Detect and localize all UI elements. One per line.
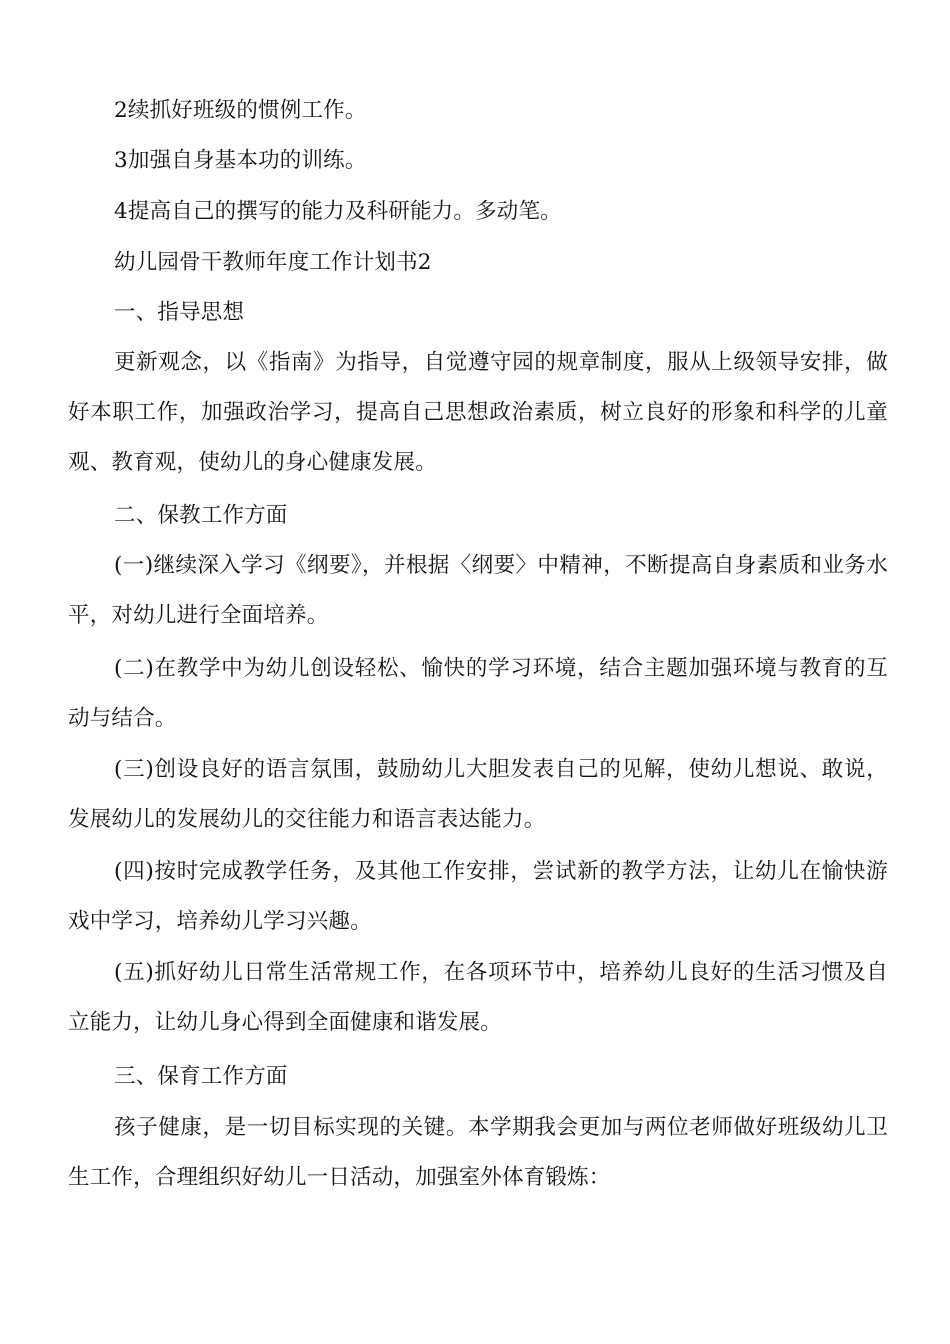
document-title: 幼儿园骨干教师年度工作计划书2 — [114, 250, 432, 275]
paragraph-guiding-thought: 更新观念，以《指南》为指导，自觉遵守园的规章制度，服从上级领导安排，做好本职工作，加强政治学习，提高自己思想政治素质，树立良好的形象和科学的儿童观、教育观，使幼儿的身心健康发展。 — [68, 350, 888, 475]
list-item-4: 4提高自己的撰写的能力及科研能力。多动笔。 — [114, 199, 562, 224]
paragraph-item-2: (二)在教学中为幼儿创设轻松、愉快的学习环境，结合主题加强环境与教育的互动与结合。 — [68, 656, 888, 731]
section-heading-2: 二、保教工作方面 — [114, 503, 288, 528]
list-item-2: 2续抓好班级的惯例工作。 — [114, 98, 367, 123]
paragraph-item-1: (一)继续深入学习《纲要》，并根据〈纲要〉中精神，不断提高自身素质和业务水平，对幼儿进行全面培养。 — [68, 553, 888, 628]
paragraph-item-3: (三)创设良好的语言氛围，鼓励幼儿大胆发表自己的见解，使幼儿想说、敢说，发展幼儿的发展幼儿的交往能力和语言表达能力。 — [68, 757, 888, 832]
list-item-3: 3加强自身基本功的训练。 — [114, 148, 367, 173]
paragraph-health: 孩子健康，是一切目标实现的关键。本学期我会更加与两位老师做好班级幼儿卫生工作，合理组织好幼儿一日活动，加强室外体育锻炼： — [68, 1115, 888, 1190]
paragraph-item-5: (五)抓好幼儿日常生活常规工作，在各项环节中，培养幼儿良好的生活习惯及自立能力，让幼儿身心得到全面健康和谐发展。 — [68, 960, 888, 1035]
section-heading-1: 一、指导思想 — [114, 300, 245, 325]
paragraph-item-4: (四)按时完成教学任务，及其他工作安排，尝试新的教学方法，让幼儿在愉快游戏中学习，培养幼儿学习兴趣。 — [68, 859, 888, 934]
section-heading-3: 三、保育工作方面 — [114, 1064, 288, 1089]
